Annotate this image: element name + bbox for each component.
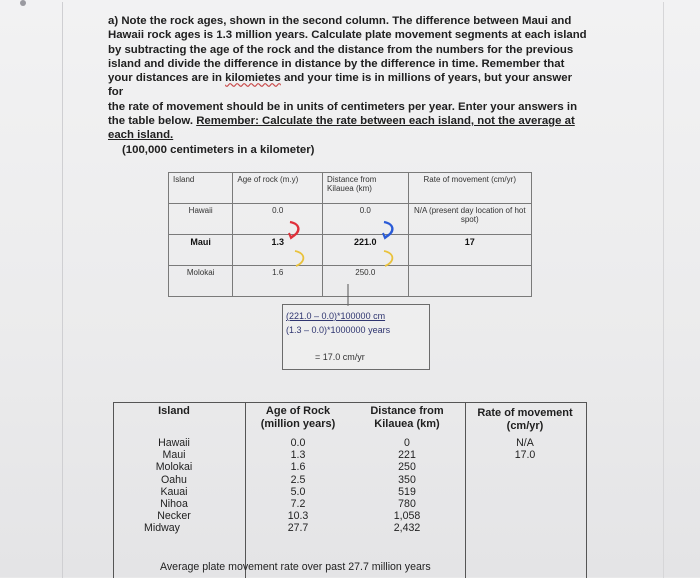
small-cell-distance: 221.0 (323, 235, 408, 266)
cell-rate: N/A (516, 437, 534, 449)
column-divider (245, 403, 246, 578)
cell-distance: 0 (404, 437, 410, 449)
small-cell-rate: 17 (408, 235, 531, 266)
header-distance: Distance from Kilauea (km) (370, 405, 444, 430)
cell-distance: 221 (398, 449, 416, 462)
connector-line (346, 284, 350, 306)
cell-island: Hawaii (158, 437, 190, 449)
question-label: a) (108, 15, 119, 27)
small-header-age: Age of rock (m.y) (233, 173, 323, 204)
cell-distance: 350 (398, 473, 416, 486)
question-line-5c: and your time is in millions of years, but your answer for (108, 72, 573, 99)
small-table-row (169, 266, 532, 297)
question-line-2: Hawaii rock ages is 1.3 million years. Calculate plate movement segments at each island (108, 29, 587, 42)
small-cell-age: 0.0 (233, 204, 323, 235)
arrow-yellow-icon (381, 249, 399, 269)
arrow-blue-icon (381, 220, 399, 240)
table-footer: Average plate movement rate over past 27.7 million years (160, 561, 431, 573)
arrow-yellow-icon (292, 249, 310, 269)
question-line-5-misspelled: kilomietes (225, 72, 281, 85)
question-line-4: island and divide the difference in distance by the difference in time. Remember that (108, 57, 565, 70)
cell-age: 7.2 (290, 498, 306, 510)
cell-island: Nihoa (160, 498, 188, 510)
cell-island: Oahu (161, 473, 187, 486)
calculation-box (282, 304, 430, 370)
cell-age: 2.5 (290, 473, 306, 486)
units-note: (100,000 centimeters in a kilometer) (122, 144, 315, 156)
header-island: Island (158, 405, 190, 417)
small-cell-distance: 0.0 (323, 204, 408, 235)
small-cell-age: 1.6 (233, 266, 323, 297)
answer-table-image (168, 172, 532, 280)
cell-distance: 780 (398, 498, 416, 510)
question-line-1: Note the rock ages, shown in the second column. The difference between Maui and (121, 15, 572, 27)
small-cell-age: 1.3 (233, 235, 323, 266)
question-line-8: each island. (108, 129, 174, 142)
cell-island: Maui (162, 449, 186, 462)
small-cell-distance: 250.0 (323, 266, 408, 297)
cell-distance: 1,058 (393, 510, 421, 523)
cell-age: 5.0 (290, 485, 306, 498)
small-table-row (169, 204, 532, 235)
header-age: Age of Rock (million years) (260, 405, 336, 430)
cell-age: 1.6 (290, 461, 306, 474)
column-divider (465, 403, 466, 578)
question-line-7-reminder: Remember: Calculate the rate between each island, not the average at (196, 115, 575, 128)
question-line-3: by subtracting the age of the rock and the distance from the numbers for the previous (108, 43, 574, 56)
calc-result: = 17.0 cm/yr (315, 352, 365, 362)
page-mark (20, 0, 26, 6)
cell-distance: 250 (398, 461, 416, 474)
cell-island: Kauai (160, 485, 188, 498)
cell-age: 27.7 (287, 522, 309, 535)
small-cell-rate (408, 266, 531, 297)
cell-age: 10.3 (287, 510, 309, 523)
header-rate: Rate of movement (cm/yr) (477, 407, 573, 432)
small-header-rate: Rate of movement (cm/yr) (408, 173, 531, 204)
arrow-red-icon (287, 220, 305, 240)
cell-age: 1.3 (290, 449, 306, 462)
small-cell-rate: N/A (present day location of hot spot) (408, 204, 531, 235)
small-header-distance: Distance from Kilauea (km) (323, 173, 408, 204)
cell-island: Molokai (155, 461, 193, 474)
island-data-table (113, 402, 587, 578)
small-cell-island: Maui (169, 235, 233, 266)
small-header-island: Island (169, 173, 233, 204)
small-cell-island: Hawaii (169, 204, 233, 235)
cell-island: Necker (157, 510, 191, 523)
question-line-6: the rate of movement should be in units of centimeters per year. Enter your answers in (108, 100, 578, 113)
calc-numerator: (221.0 – 0.0)*100000 cm (286, 311, 386, 321)
small-table-row (169, 235, 532, 266)
cell-rate: 17.0 (514, 449, 536, 462)
cell-distance: 519 (398, 485, 416, 498)
question-line-5a: your distances are in (108, 72, 226, 85)
question-text (108, 14, 588, 143)
small-table-header-row (169, 173, 532, 204)
question-line-7a: the table below. (108, 115, 197, 128)
cell-distance: 2,432 (393, 522, 421, 535)
cell-age: 0.0 (290, 437, 306, 449)
small-cell-island: Molokai (169, 266, 233, 297)
cell-island: Midway (144, 522, 180, 535)
calc-denominator: (1.3 – 0.0)*1000000 years (286, 325, 391, 335)
